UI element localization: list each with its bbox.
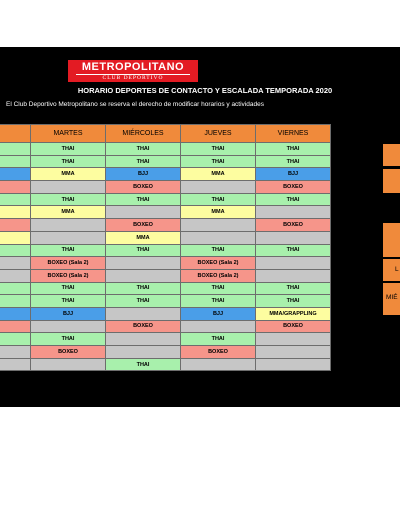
schedule-cell: THAI [31, 282, 106, 295]
schedule-cell: MMA/GRAPPLING [256, 307, 331, 320]
logo-tagline: CLUB DEPORTIVO [102, 75, 164, 81]
side-label-mie: MIÉ [386, 294, 398, 301]
side-box-1 [383, 144, 400, 166]
schedule-cell: THAI [106, 143, 181, 156]
schedule-cell [181, 181, 256, 194]
schedule-cell [0, 168, 31, 181]
schedule-row [0, 282, 331, 295]
schedule-cell [256, 231, 331, 244]
schedule-cell [181, 219, 256, 232]
schedule-cell [31, 358, 106, 371]
schedule-cell: THAI [256, 295, 331, 308]
day-header-friday: VIERNES [256, 125, 331, 143]
schedule-cell [0, 295, 31, 308]
schedule-table [0, 124, 331, 371]
schedule-row [0, 155, 331, 168]
schedule-cell [0, 320, 31, 333]
schedule-cell [106, 346, 181, 359]
schedule-cell: THAI [181, 333, 256, 346]
schedule-cell [106, 269, 181, 282]
schedule-cell [31, 181, 106, 194]
schedule-cell [106, 333, 181, 346]
logo-name: METROPOLITANO [81, 61, 185, 73]
schedule-cell [31, 219, 106, 232]
schedule-cell: THAI [181, 244, 256, 257]
schedule-row [0, 269, 331, 282]
schedule-cell: THAI [106, 358, 181, 371]
schedule-cell: THAI [106, 282, 181, 295]
schedule-cell: BJJ [31, 307, 106, 320]
schedule-cell [0, 358, 31, 371]
schedule-cell [0, 219, 31, 232]
schedule-cell: THAI [31, 143, 106, 156]
schedule-row [0, 231, 331, 244]
schedule-cell [256, 206, 331, 219]
schedule-cell: THAI [256, 282, 331, 295]
schedule-cell: THAI [31, 333, 106, 346]
side-box-4 [383, 259, 400, 281]
day-header-thursday: JUEVES [181, 125, 256, 143]
schedule-cell: BOXEO [256, 181, 331, 194]
schedule-row [0, 295, 331, 308]
schedule-cell: MMA [31, 206, 106, 219]
day-header-tuesday: MARTES [31, 125, 106, 143]
schedule-cell [0, 181, 31, 194]
schedule-row [0, 333, 331, 346]
schedule-cell: THAI [31, 244, 106, 257]
schedule-row [0, 244, 331, 257]
schedule-cell [0, 269, 31, 282]
schedule-row [0, 219, 331, 232]
schedule-cell [0, 143, 31, 156]
day-header-wednesday: MIÉRCOLES [106, 125, 181, 143]
schedule-cell: BJJ [181, 307, 256, 320]
schedule-cell [181, 231, 256, 244]
schedule-cell: THAI [256, 143, 331, 156]
schedule-cell: THAI [181, 193, 256, 206]
schedule-cell: BOXEO (Sala 2) [181, 257, 256, 270]
schedule-cell: BJJ [256, 168, 331, 181]
schedule-cell: THAI [106, 295, 181, 308]
schedule-cell: THAI [256, 244, 331, 257]
schedule-subtitle: El Club Deportivo Metropolitano se reserva el derecho de modificar horarios y actividades [6, 101, 264, 108]
schedule-cell [256, 333, 331, 346]
schedule-cell: BOXEO (Sala 2) [31, 269, 106, 282]
schedule-cell: BOXEO [106, 181, 181, 194]
schedule-cell: MMA [106, 231, 181, 244]
schedule-cell [31, 231, 106, 244]
schedule-cell [0, 206, 31, 219]
schedule-cell: THAI [106, 155, 181, 168]
schedule-cell: BOXEO [256, 219, 331, 232]
schedule-cell: BOXEO [106, 320, 181, 333]
schedule-cell [181, 358, 256, 371]
schedule-row [0, 206, 331, 219]
schedule-cell: THAI [31, 295, 106, 308]
day-header-monday [0, 125, 31, 143]
side-box-3 [383, 223, 400, 257]
schedule-row [0, 346, 331, 359]
schedule-row [0, 257, 331, 270]
schedule-cell: THAI [106, 193, 181, 206]
schedule-cell: BOXEO [106, 219, 181, 232]
schedule-cell: THAI [256, 155, 331, 168]
schedule-cell: THAI [181, 295, 256, 308]
schedule-cell [106, 257, 181, 270]
schedule-cell [0, 307, 31, 320]
schedule-title: HORARIO DEPORTES DE CONTACTO Y ESCALADA TEMPORADA 2020 [77, 86, 333, 95]
schedule-cell [256, 346, 331, 359]
schedule-cell: THAI [31, 155, 106, 168]
schedule-cell: BOXEO [256, 320, 331, 333]
schedule-row [0, 307, 331, 320]
schedule-body [0, 143, 331, 371]
schedule-row [0, 181, 331, 194]
schedule-cell: BOXEO [31, 346, 106, 359]
schedule-cell: MMA [181, 168, 256, 181]
side-box-5 [383, 283, 400, 315]
schedule-cell: THAI [256, 193, 331, 206]
schedule-cell: THAI [181, 282, 256, 295]
schedule-cell [0, 231, 31, 244]
schedule-cell [0, 346, 31, 359]
schedule-cell [0, 244, 31, 257]
schedule-row [0, 358, 331, 371]
schedule-row [0, 168, 331, 181]
schedule-cell: THAI [181, 143, 256, 156]
schedule-cell [0, 282, 31, 295]
schedule-cell: MMA [31, 168, 106, 181]
schedule-cell: THAI [31, 193, 106, 206]
schedule-cell [31, 320, 106, 333]
schedule-cell: BOXEO (Sala 2) [181, 269, 256, 282]
schedule-cell [256, 358, 331, 371]
schedule-cell: BOXEO (Sala 2) [31, 257, 106, 270]
side-label-l: L [395, 266, 399, 273]
schedule-cell: THAI [181, 155, 256, 168]
day-header-row [0, 125, 331, 143]
schedule-cell [0, 193, 31, 206]
schedule-cell [0, 155, 31, 168]
schedule-cell [0, 333, 31, 346]
schedule-cell [106, 307, 181, 320]
schedule-cell: BOXEO [181, 346, 256, 359]
schedule-cell [106, 206, 181, 219]
schedule-cell [256, 257, 331, 270]
schedule-row [0, 143, 331, 156]
schedule-cell: MMA [181, 206, 256, 219]
schedule-cell [181, 320, 256, 333]
schedule-cell: BJJ [106, 168, 181, 181]
schedule-cell: THAI [106, 244, 181, 257]
schedule-row [0, 320, 331, 333]
club-logo [68, 60, 198, 82]
side-box-2 [383, 169, 400, 193]
schedule-row [0, 193, 331, 206]
schedule-cell [256, 269, 331, 282]
schedule-cell [0, 257, 31, 270]
schedule-sheet [0, 47, 400, 407]
